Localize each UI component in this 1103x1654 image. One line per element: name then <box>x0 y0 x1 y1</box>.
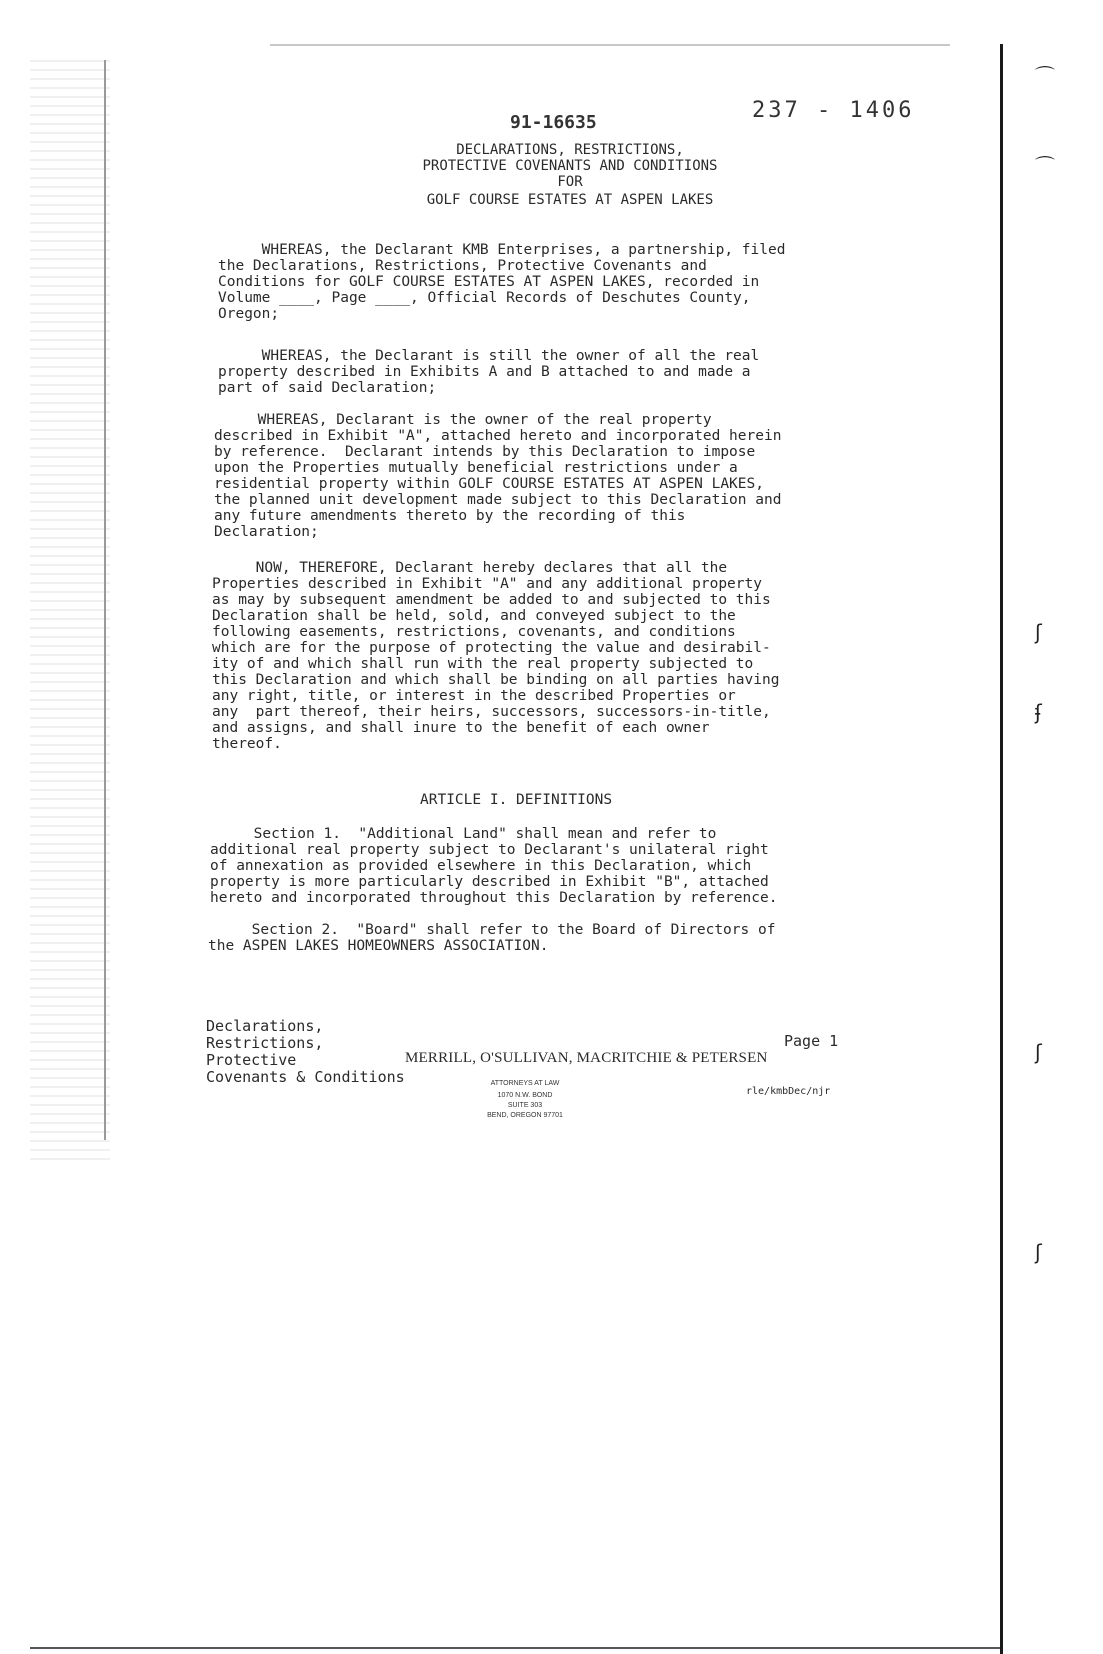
scan-mark-icon: ʃ <box>1035 1040 1042 1064</box>
title-line-3: FOR <box>557 174 583 190</box>
document-number: 91-16635 <box>510 112 597 133</box>
paragraph-whereas-3: WHEREAS, Declarant is the owner of the real property described in Exhibit "A", attached hereto and incorporated herein by reference. Declarant intends by this Declaration to impose upon the Properties mutually beneficial restrictions under a residential property within GOLF COURSE ESTATES AT ASPEN LAKES, the planned unit development made subject to this Declaration and any future amendments thereto by the recording of this Declaration; <box>214 412 782 540</box>
section-2: Section 2. "Board" shall refer to the Board of Directors of the ASPEN LAKES HOMEOWNERS ASSOCIATION. <box>208 922 776 954</box>
scan-mark-icon: ⌒ <box>1035 154 1055 178</box>
scan-noise-left <box>30 60 110 1160</box>
scan-mark-icon: ʃ <box>1035 620 1042 644</box>
law-firm-line-3: SUITE 303 <box>507 1102 543 1109</box>
law-firm-line-4: BEND, OREGON 97701 <box>487 1112 563 1119</box>
paragraph-whereas-2: WHEREAS, the Declarant is still the owner of all the real property described in Exhibits A and B attached to and made a part of said Declaration; <box>218 348 760 396</box>
paragraph-whereas-1: WHEREAS, the Declarant KMB Enterprises, a partnership, filed the Declarations, Restrictions, Protective Covenants and Conditions for GOLF COURSE ESTATES AT ASPEN LAKES, recorded in Volume ____, Page ____, Official Records of Deschutes County, Oregon; <box>218 242 786 322</box>
scan-mark-icon: ʃ <box>1035 1240 1042 1264</box>
reference-code: rle/kmbDec/njr <box>746 1086 831 1097</box>
page-number: Page 1 <box>784 1032 839 1050</box>
scan-mark-icon: ⌒ <box>1035 64 1055 88</box>
law-firm-line-1: ATTORNEYS AT LAW <box>490 1080 560 1087</box>
title-line-2: PROTECTIVE COVENANTS AND CONDITIONS <box>422 158 718 174</box>
footer-document-title: Declarations, Restrictions, Protective Covenants & Conditions <box>206 1017 405 1086</box>
scan-marks-right <box>1035 60 1075 1360</box>
law-firm-name: MERRILL, O'SULLIVAN, MACRITCHIE & PETERSEN <box>405 1050 768 1066</box>
scan-mark-icon: ʄ <box>1035 700 1042 724</box>
paragraph-now-therefore: NOW, THEREFORE, Declarant hereby declares that all the Properties described in Exhibit "A" and any additional property as may by subsequent amendment be added to and subjected to this Declaration shall be held, sold, and conveyed subject to the following easements, restrictions, covenants, and conditions which are for the purpose of protecting the value and desirabil- ity of and which shall run with the real property subjected to this Declaration and which shall be binding on all parties having any right, title, or interest in the described Properties or any part thereof, their heirs, successors, successors-in-title, and assigns, and shall inure to the benefit of each owner thereof. <box>212 560 780 752</box>
title-line-1: DECLARATIONS, RESTRICTIONS, <box>456 142 684 158</box>
section-1: Section 1. "Additional Land" shall mean and refer to additional real property subject to Declarant's unilateral right of annexation as provided elsewhere in this Declaration, which property is more particularly described in Exhibit "B", attached hereto and incorporated throughout this Declaration by reference. <box>210 826 778 906</box>
page-bottom-edge <box>30 1647 1000 1649</box>
article-heading: ARTICLE I. DEFINITIONS <box>420 792 613 808</box>
title-line-4: GOLF COURSE ESTATES AT ASPEN LAKES <box>426 192 714 208</box>
recording-stamp-number: 237 - 1406 <box>752 98 915 123</box>
law-firm-line-2: 1070 N.W. BOND <box>497 1092 553 1099</box>
